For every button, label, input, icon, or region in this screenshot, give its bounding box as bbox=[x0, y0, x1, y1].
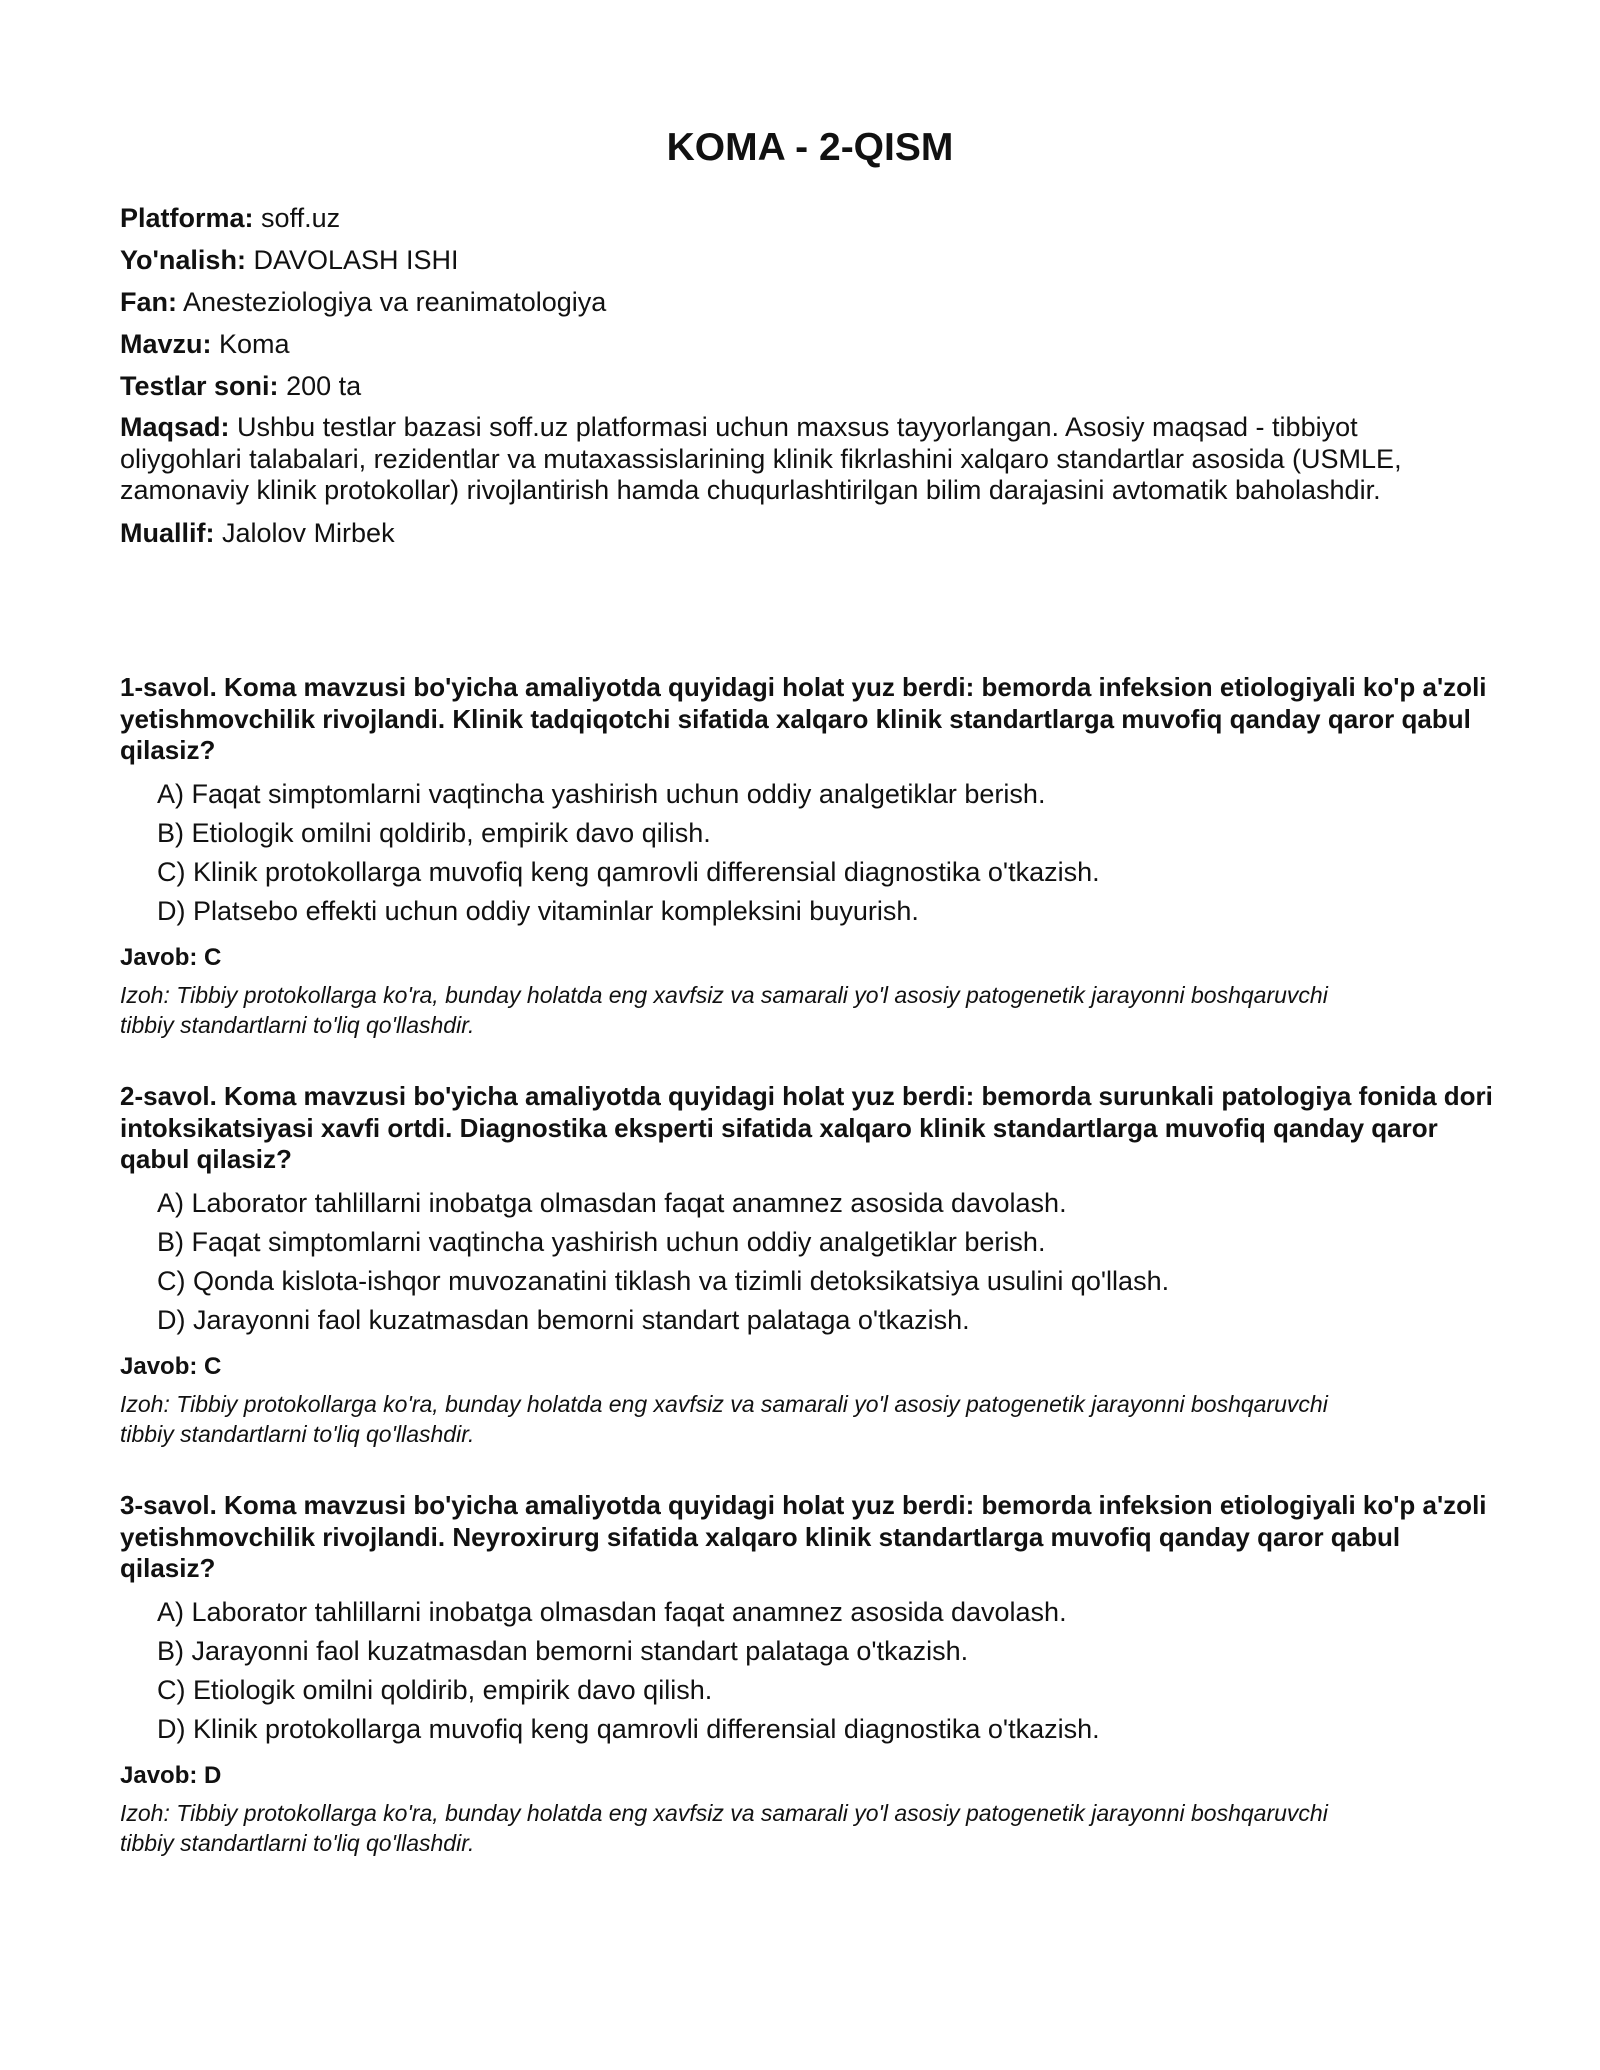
option-d: D) Jarayonni faol kuzatmasdan bemorni standart palataga o'tkazish. bbox=[157, 1304, 970, 1335]
option-d: D) Klinik protokollarga muvofiq keng qamrovli differensial diagnostika o'tkazish. bbox=[157, 1713, 1100, 1744]
meta-value: Ushbu testlar bazasi soff.uz platformasi uchun maxsus tayyorlangan. Asosiy maqsad - tibbiyot oliygohlari talabalari, rezidentlar va mutaxassislarining klinik fikrlashini xalqaro standartlar asosida (USMLE, zamonaviy klinik protokollar) rivojlantirish hamda chuqurlashtirilgan bilim darajasini avtomatik baholashdir. bbox=[120, 412, 1402, 505]
option-a: A) Laborator tahlillarni inobatga olmasdan faqat anamnez asosida davolash. bbox=[157, 1596, 1067, 1627]
meta-value: Koma bbox=[219, 329, 290, 359]
meta-platform bbox=[120, 202, 1460, 234]
question-text: 1-savol. Koma mavzusi bo'yicha amaliyotda quyidagi holat yuz berdi: bemorda infeksion etiologiyali ko'p a'zoli yetishmovchilik rivojlandi. Klinik tadqiqotchi sifatida xalqaro klinik standartlarga muvofiq qanday qaror qabul qilasiz? bbox=[120, 672, 1487, 765]
answer-explanation: Izoh: Tibbiy protokollarga ko'ra, bunday holatda eng xavfsiz va samarali yo'l asosiy patogenetik jarayonni boshqaruvchi tibbiy standartlarni to'liq qo'llashdir. bbox=[120, 1799, 1328, 1856]
meta-label: Platforma: bbox=[120, 203, 254, 233]
answer-explanation: Izoh: Tibbiy protokollarga ko'ra, bunday holatda eng xavfsiz va samarali yo'l asosiy patogenetik jarayonni boshqaruvchi tibbiy standartlarni to'liq qo'llashdir. bbox=[120, 981, 1328, 1038]
meta-label: Testlar soni: bbox=[120, 371, 279, 401]
answer-key: Javob: C bbox=[120, 1352, 222, 1380]
meta-value: 200 ta bbox=[286, 371, 362, 401]
question-list bbox=[120, 672, 1500, 1899]
option-c: C) Klinik protokollarga muvofiq keng qamrovli differensial diagnostika o'tkazish. bbox=[157, 856, 1100, 887]
meta-label: Fan: bbox=[120, 287, 177, 317]
meta-label: Mavzu: bbox=[120, 329, 212, 359]
meta-label: Muallif: bbox=[120, 517, 215, 548]
answer-options bbox=[120, 1184, 1500, 1340]
option-b: B) Etiologik omilni qoldirib, empirik davo qilish. bbox=[157, 817, 711, 848]
meta-value: DAVOLASH ISHI bbox=[253, 245, 459, 275]
meta-direction bbox=[120, 244, 1460, 276]
answer-key: Javob: C bbox=[120, 943, 222, 971]
question-block bbox=[120, 1490, 1500, 1899]
option-a: A) Laborator tahlillarni inobatga olmasdan faqat anamnez asosida davolash. bbox=[157, 1187, 1067, 1218]
option-d: D) Platsebo effekti uchun oddiy vitaminlar kompleksini buyurish. bbox=[157, 895, 919, 926]
answer-options bbox=[120, 1593, 1500, 1749]
meta-goal bbox=[120, 412, 1460, 507]
meta-subject bbox=[120, 286, 1460, 318]
answer-explanation: Izoh: Tibbiy protokollarga ko'ra, bunday holatda eng xavfsiz va samarali yo'l asosiy patogenetik jarayonni boshqaruvchi tibbiy standartlarni to'liq qo'llashdir. bbox=[120, 1390, 1328, 1447]
option-b: B) Jarayonni faol kuzatmasdan bemorni standart palataga o'tkazish. bbox=[157, 1635, 969, 1666]
meta-value: Jalolov Mirbek bbox=[222, 517, 395, 548]
option-a: A) Faqat simptomlarni vaqtincha yashirish uchun oddiy analgetiklar berish. bbox=[157, 778, 1046, 809]
meta-label: Yo'nalish: bbox=[120, 245, 246, 275]
meta-value: soff.uz bbox=[261, 203, 341, 233]
meta-topic bbox=[120, 328, 1460, 360]
meta-author bbox=[120, 517, 1460, 549]
question-text: 3-savol. Koma mavzusi bo'yicha amaliyotda quyidagi holat yuz berdi: bemorda infeksion etiologiyali ko'p a'zoli yetishmovchilik rivojlandi. Neyroxirurg sifatida xalqaro klinik standartlarga muvofiq qanday qaror qabul qilasiz? bbox=[120, 1490, 1487, 1583]
option-c: C) Qonda kislota-ishqor muvozanatini tiklash va tizimli detoksikatsiya usulini qo'llash. bbox=[157, 1265, 1170, 1296]
option-c: C) Etiologik omilni qoldirib, empirik davo qilish. bbox=[157, 1674, 713, 1705]
answer-key: Javob: D bbox=[120, 1761, 222, 1789]
meta-test-count bbox=[120, 370, 1460, 402]
document-metadata bbox=[120, 202, 1460, 559]
answer-options bbox=[120, 775, 1500, 931]
meta-label: Maqsad: bbox=[120, 412, 230, 442]
question-block bbox=[120, 672, 1500, 1081]
question-text: 2-savol. Koma mavzusi bo'yicha amaliyotda quyidagi holat yuz berdi: bemorda surunkali patologiya fonida dori intoksikatsiyasi xavfi ortdi. Diagnostika eksperti sifatida xalqaro klinik standartlarga muvofiq qanday qaror qabul qilasiz? bbox=[120, 1081, 1493, 1174]
meta-value: Anesteziologiya va reanimatologiya bbox=[183, 287, 607, 317]
option-b: B) Faqat simptomlarni vaqtincha yashirish uchun oddiy analgetiklar berish. bbox=[157, 1226, 1046, 1257]
question-block bbox=[120, 1081, 1500, 1490]
document-title: KOMA - 2-QISM bbox=[666, 126, 954, 169]
